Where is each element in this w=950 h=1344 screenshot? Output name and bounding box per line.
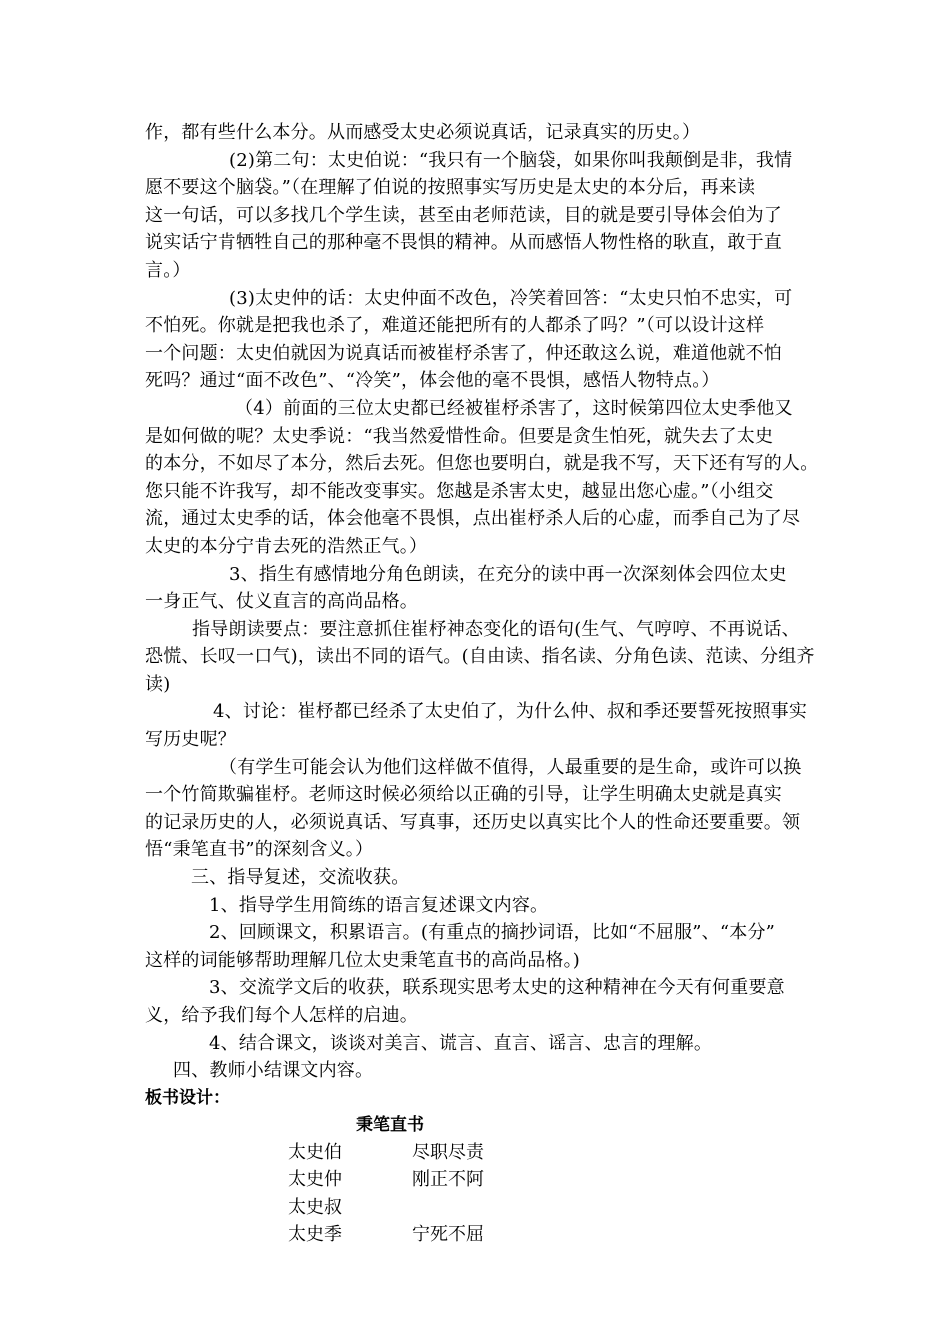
text-line: (2)第二句：太史伯说：“我只有一个脑袋，如果你叫我颠倒是非，我情: [229, 149, 793, 171]
text-line: 言。）: [145, 259, 191, 281]
paragraph: [145, 892, 810, 920]
board-design-heading: 板书设计：: [145, 1087, 230, 1108]
historian-quality: 刚正不阿: [412, 1169, 484, 1191]
text-line: 愿不要这个脑袋。”（在理解了伯说的按照事实写历史是太史的本分后，再来读: [145, 177, 756, 199]
paragraph: [145, 698, 810, 753]
historian-name: 太史仲: [288, 1169, 342, 1191]
historian-quality: 尽职尽责: [412, 1141, 484, 1163]
document-page: [145, 119, 819, 1249]
historian-name: 太史伯: [288, 1141, 342, 1163]
text-line: 一个问题：太史伯就因为说真话而被崔杼杀害了，仲还敢这么说，难道他就不怕: [145, 342, 782, 364]
paragraph: [145, 754, 810, 864]
text-line: 您只能不许我写，却不能改变事实。您越是杀害太史，越显出您心虚。”（小组交: [145, 480, 774, 502]
text-line: 读): [145, 673, 171, 695]
paragraph: [145, 1030, 810, 1058]
text-line: 3、指生有感情地分角色朗读，在充分的读中再一次深刻体会四位太史: [229, 563, 787, 585]
board-row: [145, 1194, 810, 1222]
paragraph: [145, 147, 810, 285]
paragraph: [145, 285, 810, 395]
historian-quality: 宁死不屈: [412, 1224, 484, 1246]
paragraph: [145, 1057, 810, 1085]
text-line: （4）前面的三位太史都已经被崔杼杀害了，这时候第四位太史季他又: [235, 397, 793, 419]
board-row: [145, 1139, 810, 1167]
text-line: 1、指导学生用简练的语言复述课文内容。: [209, 894, 549, 916]
text-line: 说实话宁肯牺牲自己的那种毫不畏惧的精神。从而感悟人物性格的耿直，敢于直: [145, 232, 782, 254]
historian-name: 太史季: [288, 1224, 342, 1246]
text-line: 的记录历史的人，必须说真话、写真事，还历史以真实比个人的性命还要重要。领: [145, 811, 801, 833]
text-line: 悟“秉笔直书”的深刻含义。）: [145, 839, 374, 861]
text-line: 一个竹简欺骗崔杼。老师这时候必须给以正确的引导，让学生明确太史就是真实: [145, 784, 782, 806]
text-line: 作，都有些什么本分。从而感受太史必须说真话，记录真实的历史。）: [145, 122, 701, 143]
text-line: 三、指导复述，交流收获。: [191, 867, 410, 889]
board-design-title: 秉笔直书: [356, 1114, 424, 1135]
paragraph: [145, 616, 815, 699]
text-line: 指导朗读要点：要注意抓住崔杼神态变化的语句(生气、气哼哼、不再说话、: [192, 618, 800, 640]
historian-name: 太史叔: [288, 1196, 342, 1218]
board-row: [145, 1166, 810, 1194]
paragraph: [145, 395, 819, 561]
paragraph: [145, 864, 810, 892]
paragraph: [145, 561, 810, 616]
board-row: [145, 1221, 810, 1249]
board-design-table: [145, 1139, 810, 1249]
text-line: 3、交流学文后的收获，联系现实思考太史的这种精神在今天有何重要意: [209, 977, 785, 999]
paragraph: [145, 974, 810, 1029]
lesson-plan-body: [145, 119, 819, 1085]
text-line: 这一句话，可以多找几个学生读，甚至由老师范读，目的就是要引导体会伯为了: [145, 204, 782, 226]
text-line: 一身正气、仗义直言的高尚品格。: [145, 591, 418, 613]
text-line: 4、结合课文，谈谈对美言、谎言、直言、谣言、忠言的理解。: [209, 1032, 713, 1054]
text-line: 的本分，不如尽了本分，然后去死。但您也要明白，就是我不写，天下还有写的人。: [145, 453, 819, 475]
text-line: 死吗？通过“面不改色”、“冷笑”，体会他的毫不畏惧，感悟人物特点。）: [145, 370, 720, 392]
paragraph: [145, 919, 810, 974]
text-line: 2、回顾课文，积累语言。(有重点的摘抄词语，比如“不屈服”、“本分”: [209, 922, 776, 944]
text-line: 这样的词能够帮助理解几位太史秉笔直书的高尚品格。): [145, 949, 581, 971]
text-line: 不怕死。你就是把我也杀了，难道还能把所有的人都杀了吗？”（可以设计这样: [145, 315, 765, 337]
text-line: 4、讨论：崔杼都已经杀了太史伯了，为什么仲、叔和季还要誓死按照事实: [213, 701, 808, 723]
text-line: 流，通过太史季的话，体会他毫不畏惧，点出崔杼杀人后的心虚，而季自己为了尽: [145, 508, 801, 530]
paragraph: [145, 119, 810, 147]
text-line: 义，给予我们每个人怎样的启迪。: [145, 1005, 418, 1026]
board-design-section: [145, 1085, 810, 1249]
text-line: (3)太史仲的话：太史仲面不改色，冷笑着回答：“太史只怕不忠实，可: [229, 287, 793, 309]
text-line: （有学生可能会认为他们这样做不值得，人最重要的是生命，或许可以换: [219, 756, 802, 778]
text-line: 四、教师小结课文内容。: [173, 1060, 374, 1082]
text-line: 太史的本分宁肯去死的浩然正气。）: [145, 535, 428, 557]
text-line: 恐慌、长叹一口气)，读出不同的语气。(自由读、指名读、分角色读、范读、分组齐: [145, 646, 815, 668]
text-line: 写历史呢？: [145, 729, 236, 751]
text-line: 是如何做的呢？太史季说：“我当然爱惜性命。但要是贪生怕死，就失去了太史: [145, 425, 774, 447]
